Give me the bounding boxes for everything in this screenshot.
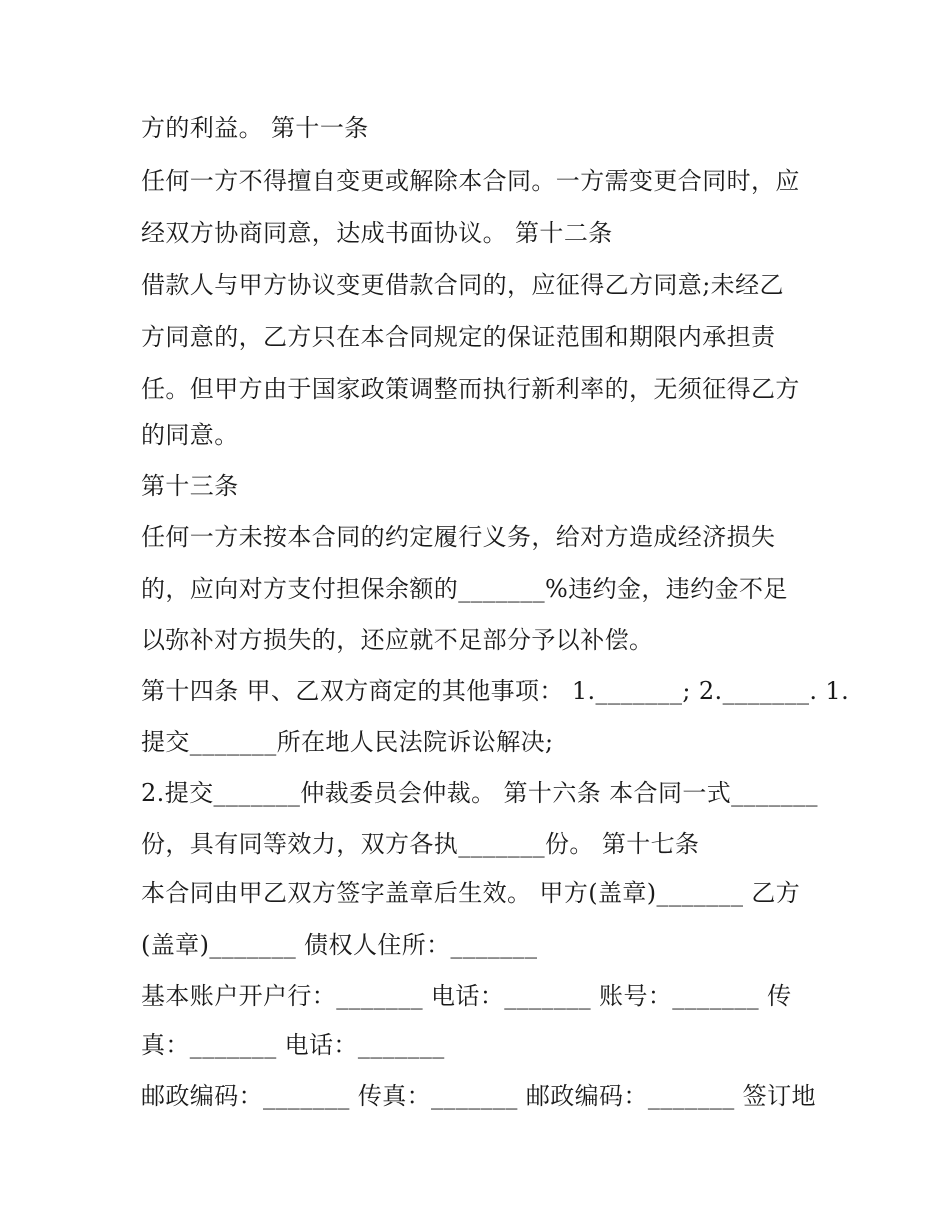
text-line: 任何一方不得擅自变更或解除本合同。一方需变更合同时，应 [141,167,800,195]
text-line: 本合同由甲乙双方签字盖章后生效。 甲方(盖章)_______ 乙方 [141,879,801,907]
text-line: 真：_______ 电话：_______ [141,1031,445,1059]
text-line: 任何一方未按本合同的约定履行义务，给对方造成经济损失 [141,523,776,551]
text-line: 邮政编码：_______ 传真：_______ 邮政编码：_______ 签订地 [141,1082,816,1110]
text-line: 以弥补对方损失的，还应就不足部分予以补偿。 [141,626,654,654]
text-line: 借款人与甲方协议变更借款合同的，应征得乙方同意;未经乙 [141,271,784,299]
text-line: 第十四条 甲、乙双方商定的其他事项： 1._______; 2._______. 1. [141,677,850,705]
text-line: 提交_______所在地人民法院诉讼解决; [141,728,554,756]
text-line: 的同意。 [141,421,239,449]
section-heading: 第十三条 [141,472,239,500]
text-line: 2.提交_______仲裁委员会仲裁。 第十六条 本合同一式_______ [141,779,818,807]
text-line: 份，具有同等效力，双方各执_______份。 第十七条 [141,830,700,858]
text-line: 基本账户开户行：_______ 电话：_______ 账号：_______ 传 [141,982,792,1010]
text-line: 方同意的，乙方只在本合同规定的保证范围和期限内承担责 [141,323,776,351]
text-line: 任。但甲方由于国家政策调整而执行新利率的，无须征得乙方 [141,375,800,403]
text-line: (盖章)_______ 债权人住所：_______ [141,931,538,959]
text-line: 经双方协商同意，达成书面协议。 第十二条 [141,219,613,247]
text-line: 的，应向对方支付担保余额的_______%违约金，违约金不足 [141,575,788,603]
text-line: 方的利益。 第十一条 [141,114,369,142]
